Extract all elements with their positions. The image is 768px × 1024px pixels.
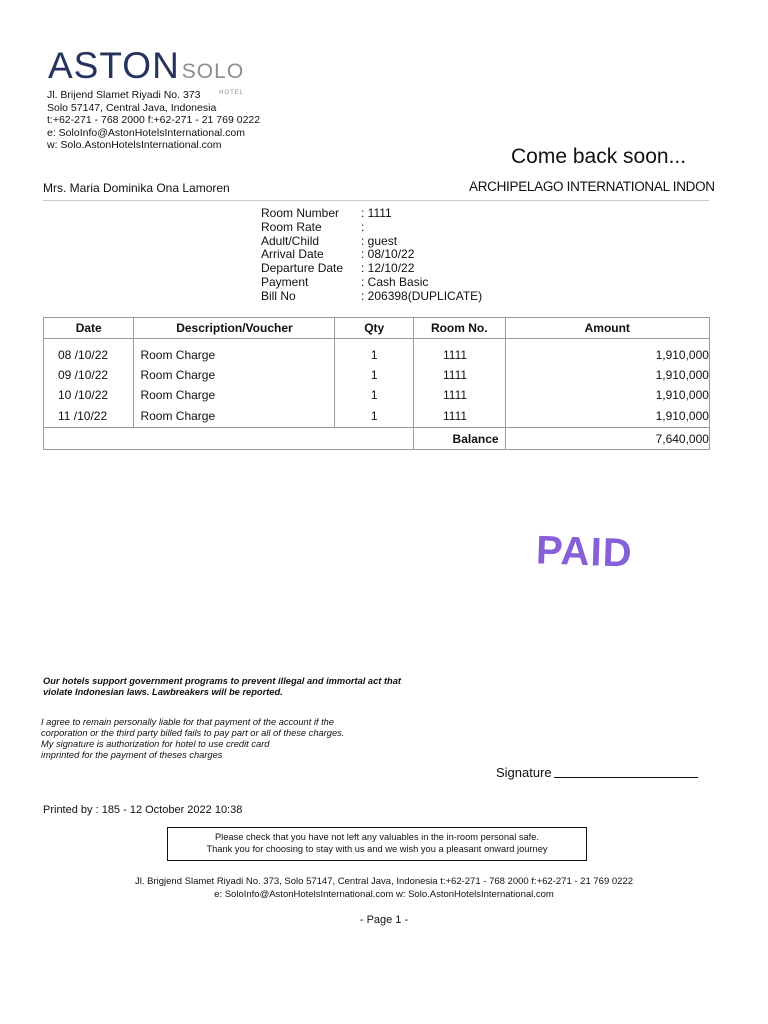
hotel-address (47, 89, 260, 152)
info-arrival-date (261, 248, 482, 262)
logo-location-text: SOLO (181, 60, 245, 83)
notice-line: Our hotels support government programs to prevent illegal and immortal act that (43, 676, 401, 686)
info-value: : 206398(DUPLICATE) (361, 288, 483, 303)
table-row (44, 405, 710, 428)
col-header-room-no: Room No. (414, 318, 506, 339)
charges-table (43, 317, 710, 450)
balance-label: Balance (414, 428, 506, 450)
info-value: : 12/10/22 (361, 261, 415, 276)
info-label: Bill No (261, 288, 296, 303)
info-room-rate (261, 221, 482, 235)
info-adult-child (261, 235, 482, 249)
cell-date: 11 /10/22 (44, 405, 134, 428)
table-row (44, 339, 710, 366)
cell-qty: 1 (335, 339, 414, 366)
agreement-line: My signature is authorization for hotel to use credit card (41, 739, 270, 749)
website-line: w: Solo.AstonHotelsInternational.com (47, 139, 222, 152)
info-value: : guest (361, 233, 398, 248)
agreement-line: imprinted for the payment of theses charges (41, 750, 223, 760)
info-value: : Cash Basic (361, 274, 429, 289)
info-label: Departure Date (261, 261, 344, 276)
cell-room-no: 1111 (414, 365, 506, 385)
signature-field (496, 765, 698, 780)
info-departure-date (261, 262, 482, 276)
info-label: Payment (261, 274, 309, 289)
logo-location (181, 60, 245, 96)
balance-amount: 7,640,000 (505, 428, 709, 450)
thank-you-line: Thank you for choosing to stay with us and we wish you a pleasant onward journey (206, 843, 548, 854)
cell-qty: 1 (335, 405, 414, 428)
info-value: : 1111 (361, 206, 392, 220)
agreement-line: corporation or the third party billed fails to pay part or all of these charges. (41, 728, 345, 738)
info-payment (261, 276, 482, 290)
liability-agreement (41, 717, 401, 761)
company-name: ARCHIPELAGO INTERNATIONAL INDON (469, 179, 715, 194)
table-row (44, 365, 710, 385)
address-line: Jl. Brijend Slamet Riyadi No. 373 (47, 89, 201, 101)
cell-description: Room Charge (134, 385, 335, 405)
notice-line: violate Indonesian laws. Lawbreakers will be reported. (43, 687, 283, 697)
info-value: : (361, 219, 365, 234)
cell-date: 09 /10/22 (44, 365, 134, 385)
logo-hotel-text: HOTEL (219, 90, 245, 96)
cell-description: Room Charge (134, 405, 335, 428)
cell-room-no: 1111 (414, 339, 506, 366)
cell-qty: 1 (335, 385, 414, 405)
col-header-amount: Amount (505, 318, 709, 339)
info-label: Arrival Date (261, 247, 324, 262)
table-row (44, 385, 710, 405)
info-value: : 08/10/22 (361, 247, 415, 262)
page-number: - Page 1 - (359, 914, 409, 926)
phone-line: t:+62-271 - 768 2000 f:+62-271 - 21 769 0222 (47, 114, 261, 127)
signature-line (554, 765, 698, 778)
cell-amount: 1,910,000 (505, 385, 709, 405)
email-line: e: SoloInfo@AstonHotelsInternational.com (47, 126, 246, 139)
balance-spacer (44, 428, 414, 450)
signature-label: Signature (496, 765, 552, 780)
cell-date: 10 /10/22 (44, 385, 134, 405)
footer-line: Jl. Brigjend Slamet Riyadi No. 373, Solo 57147, Central Java, Indonesia t:+62-271 - 768 2000 f:+62-271 - 21 769 0222 (134, 876, 634, 887)
info-label: Room Rate (261, 219, 322, 234)
cell-date: 08 /10/22 (44, 339, 134, 366)
safe-reminder-box (167, 827, 587, 861)
cell-amount: 1,910,000 (505, 365, 709, 385)
safe-reminder-line: Please check that you have not left any valuables in the in-room personal safe. (214, 832, 540, 842)
agreement-line: I agree to remain personally liable for that payment of the account if the (41, 717, 335, 727)
cell-amount: 1,910,000 (505, 339, 709, 366)
stay-info (261, 207, 482, 304)
cell-room-no: 1111 (414, 385, 506, 405)
info-label: Room Number (261, 206, 340, 220)
col-header-description: Description/Voucher (134, 318, 335, 339)
guest-name: Mrs. Maria Dominika Ona Lamoren (43, 181, 230, 195)
cell-room-no: 1111 (414, 405, 506, 428)
info-bill-no (261, 290, 482, 304)
col-header-qty: Qty (335, 318, 414, 339)
footer-line: e: SoloInfo@AstonHotelsInternational.com w: Solo.AstonHotelsInternational.com (214, 888, 554, 900)
col-header-date: Date (44, 318, 134, 339)
come-back-message: Come back soon... (511, 145, 687, 168)
info-label: Adult/Child (261, 233, 320, 248)
address-line: Solo 57147, Central Java, Indonesia (47, 101, 217, 114)
cell-description: Room Charge (134, 365, 335, 385)
legal-notice (43, 676, 463, 698)
cell-description: Room Charge (134, 339, 335, 366)
header-divider (43, 200, 709, 201)
cell-amount: 1,910,000 (505, 405, 709, 428)
printed-by: Printed by : 185 - 12 October 2022 10:38 (43, 804, 243, 816)
paid-stamp: PAID (535, 528, 634, 576)
footer-address (0, 876, 768, 901)
cell-qty: 1 (335, 365, 414, 385)
info-room-number (261, 207, 482, 221)
table-header-row (44, 318, 710, 339)
logo-wordmark: ASTON (48, 45, 180, 86)
balance-row (44, 428, 710, 450)
